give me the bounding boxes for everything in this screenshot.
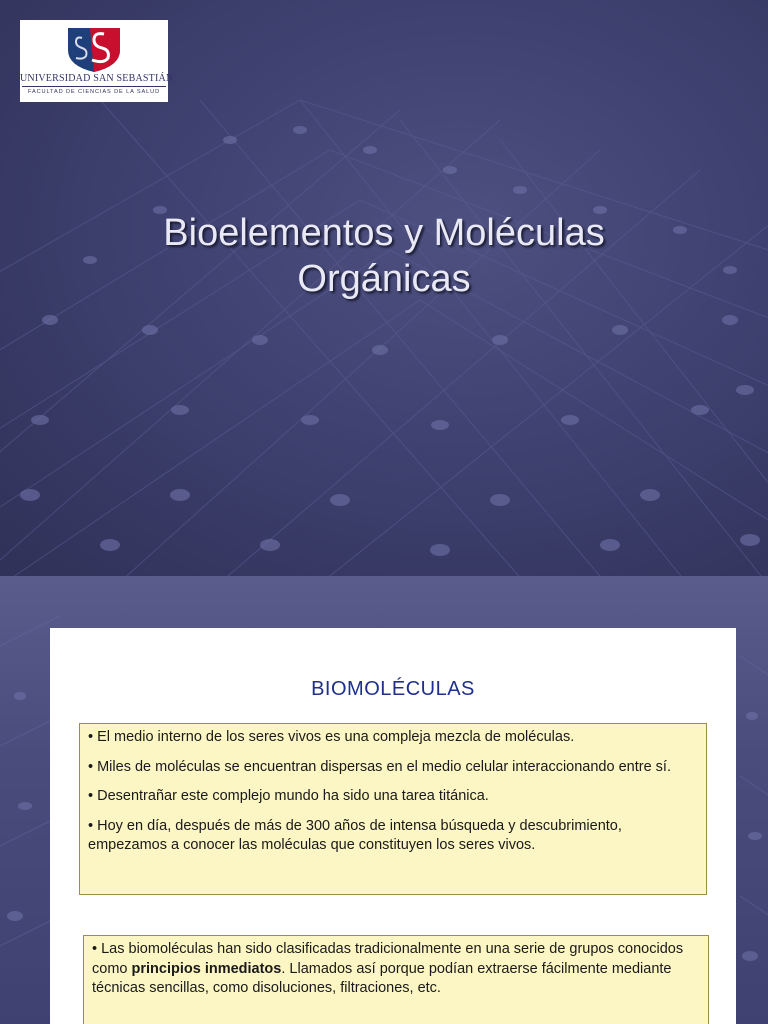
slide-title [0, 210, 768, 302]
bullet-item: • Desentrañar este complejo mundo ha sido una tarea titánica. [88, 788, 489, 804]
university-logo [20, 20, 174, 102]
bullet-item: • Miles de moléculas se encuentran dispersas en el medio celular interaccionando entre sí. [88, 758, 671, 775]
bold-term: principios inmediatos [131, 960, 282, 977]
info-box-1 [79, 723, 707, 895]
card-heading: BIOMOLÉCULAS [311, 678, 475, 700]
bullet-item [92, 940, 700, 999]
bullet-text-start: • Las biomoléculas han sido clasificadas tradicionalmente en una serie de grupos conocidos como [92, 941, 684, 977]
content-card [50, 628, 736, 1024]
bullet-item: • Hoy en día, después de más de 300 años de intensa búsqueda y descubrimiento, empezamos a conocer las moléculas que constituyen los seres vivos. [88, 817, 622, 853]
bullet-item: • El medio interno de los seres vivos es una compleja mezcla de moléculas. [88, 729, 575, 745]
content-slide [0, 576, 768, 1024]
logo-faculty-name: FACULTAD DE CIENCIAS DE LA SALUD [27, 89, 161, 95]
bullet-text-end: . Llamados así porque podían extraerse fácilmente mediante técnicas sencillas, como disoluciones, filtraciones, etc. [92, 960, 672, 996]
logo-divider [22, 86, 166, 87]
slide-title-line2: Orgánicas [297, 258, 471, 300]
slide-title-line1: Bioelementos y Moléculas [163, 212, 605, 254]
info-box-2 [83, 935, 709, 1024]
logo-university-name: UNIVERSIDAD SAN SEBASTIÁN [20, 73, 174, 84]
